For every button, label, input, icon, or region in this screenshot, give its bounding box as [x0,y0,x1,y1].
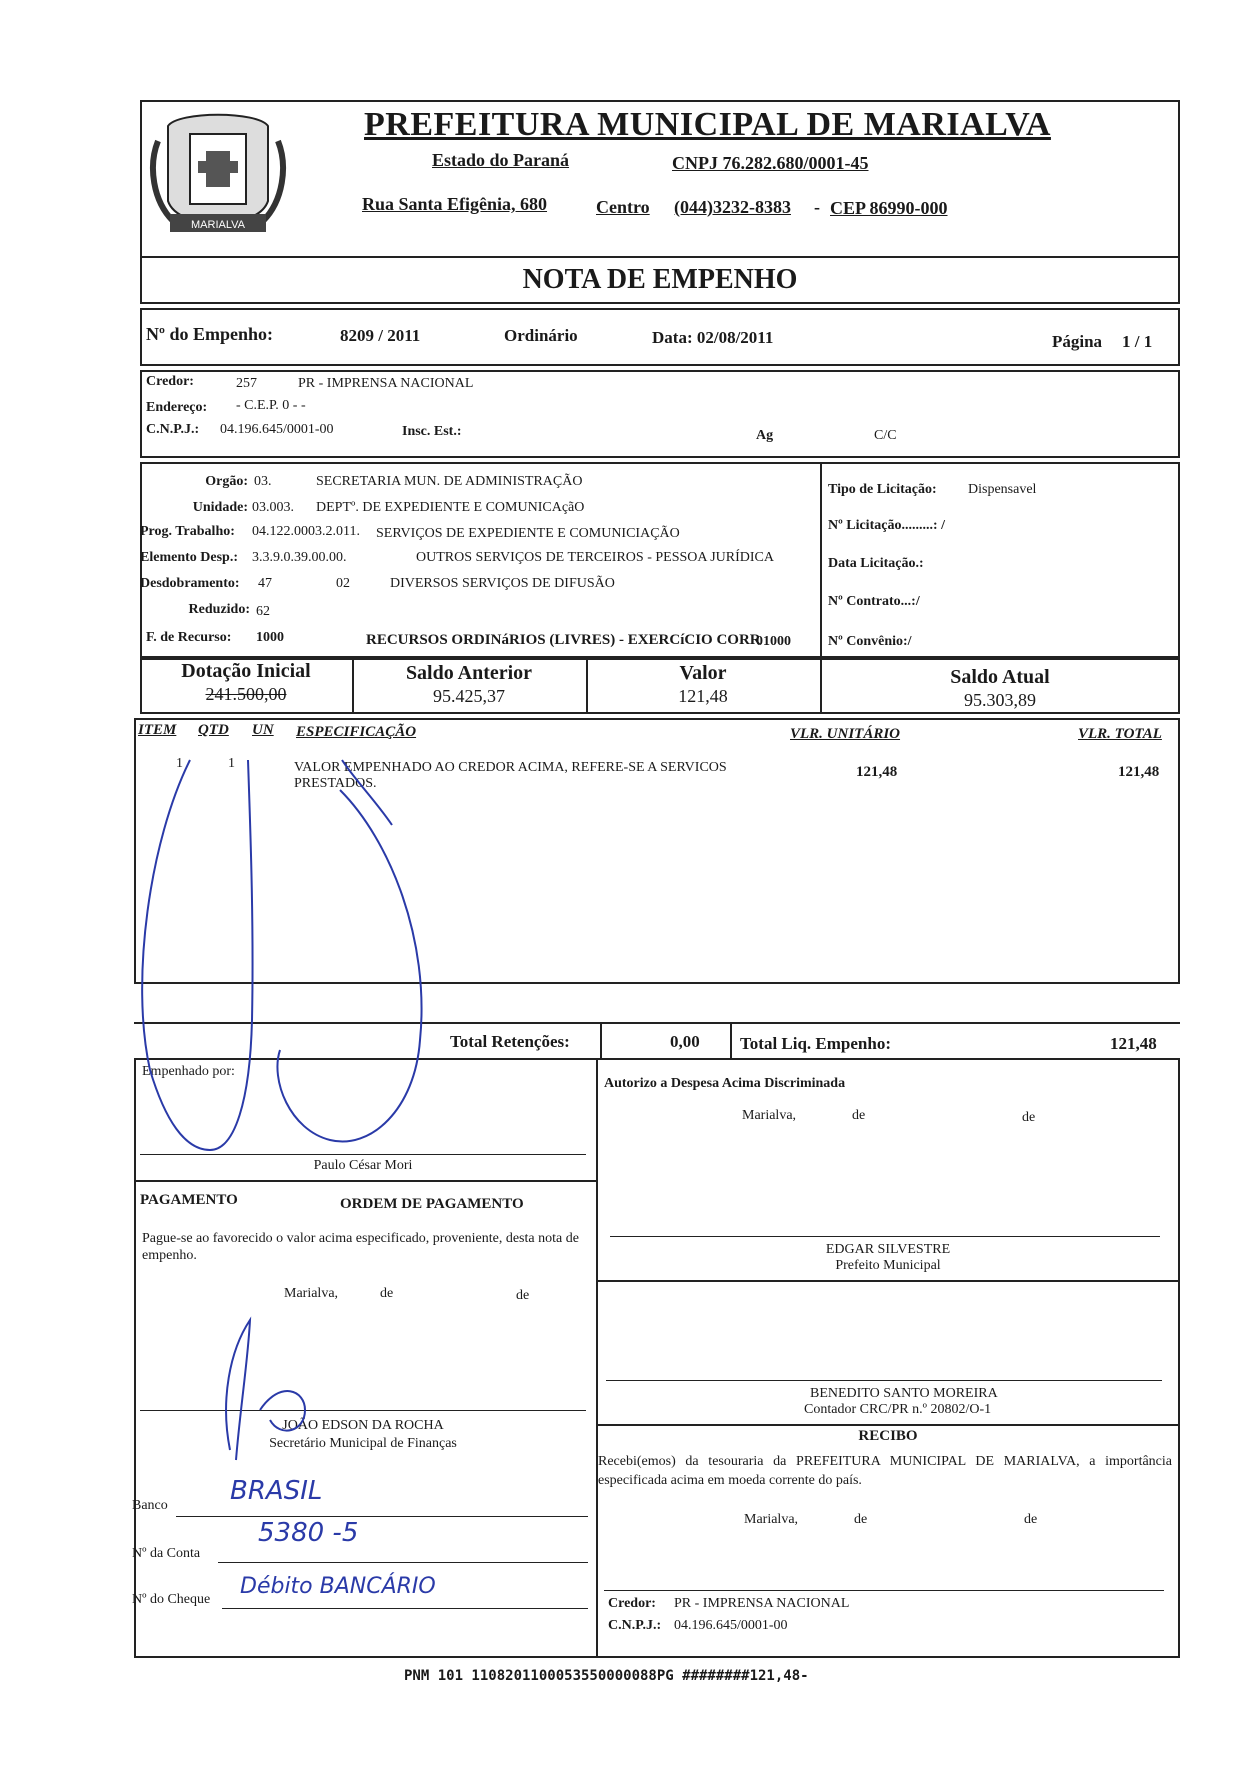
licitacao-tipo-label: Tipo de Licitação: [828,482,937,497]
prefeito-name: EDGAR SILVESTRE [825,1242,951,1257]
licitacao-tipo: Dispensavel [968,482,1037,497]
recibo-top-line [596,1424,1180,1426]
desd-name: DIVERSOS SERVIÇOS DE DIFUSÃO [390,576,615,591]
ret-value: 0,00 [670,1032,700,1051]
col-item: ITEM [138,722,177,738]
banco-value: BRASIL [230,1476,323,1506]
prefeito-bottom-line [596,1280,1180,1282]
col-qtd: QTD [198,722,229,738]
header-cep: CEP 86990-000 [830,198,948,218]
prog-label: Prog. Trabalho: [140,524,235,539]
autorizo-text: Autorizo a Despesa Acima Discriminada [604,1076,846,1091]
credor-code: 257 [236,376,257,391]
recibo-cnpj-label: C.N.P.J.: [608,1618,662,1633]
classification-divider [820,462,822,660]
liq-value: 121,48 [1110,1034,1157,1053]
saldo-atual-label: Saldo Atual [950,666,1050,688]
page-label: Página [1052,332,1103,351]
prefeito-role: Prefeito Municipal [835,1258,941,1273]
unidade-label: Unidade: [192,500,248,515]
municipal-crest-icon [148,106,288,246]
saldo-anterior-label: Saldo Anterior [405,662,533,684]
prog-name: SERVIÇOS DE EXPEDIENTE E COMUNICIAÇÃO [376,526,680,541]
unidade-code: 03.003. [252,500,294,515]
ordem-label: ORDEM DE PAGAMENTO [340,1196,524,1212]
fonte-code: 1000 [256,630,284,645]
autorizo-de2: de [1022,1110,1036,1125]
recibo-cnpj: 04.196.645/0001-00 [674,1618,788,1633]
recibo-de1: de [854,1512,868,1527]
ag-label: Ag [756,428,774,443]
cnpj-label: C.N.P.J.: [146,422,200,437]
empenhado-label: Empenhado por: [142,1064,235,1079]
pague-place: Marialva, [284,1286,339,1301]
valor-value: 121,48 [678,686,728,706]
recibo-credor: PR - IMPRENSA NACIONAL [674,1596,850,1611]
header-title: PREFEITURA MUNICIPAL DE MARIALVA [364,106,1051,143]
cheque-value: Débito BANCÁRIO [240,1574,436,1599]
prog-code: 04.122.0003.2.011. [252,524,360,539]
ret-label: Total Retenções: [450,1032,570,1051]
licitacao-contrato: Nº Contrato...:/ [828,594,920,609]
conta-label: Nº da Conta [132,1546,201,1561]
nota-de-empenho [132,100,1180,1645]
secretario-role: Secretário Municipal de Finanças [269,1436,457,1451]
header-phone: (044)3232-8383 [674,197,791,217]
header-cnpj: CNPJ 76.282.680/0001-45 [672,153,869,173]
recibo-de2: de [1024,1512,1038,1527]
empenho-type: Ordinário [504,326,578,345]
cheque-label: Nº do Cheque [132,1592,211,1607]
totals-divider-2 [730,1022,732,1060]
recibo-credor-label: Credor: [608,1596,656,1611]
row-espec-1: VALOR EMPENHADO AO CREDOR ACIMA, REFERE-SE A SERVICOS [294,760,727,775]
totals-divider-1 [600,1022,602,1060]
desd-code2: 02 [336,576,350,591]
col-vtotal: VLR. TOTAL [1078,726,1162,742]
credor-box [140,370,1180,458]
elem-code: 3.3.9.0.39.00.00. [252,550,347,565]
recibo-text: Recebi(emos) da tesouraria da PREFEITURA MUNICIPAL DE MARIALVA, a importância especificada acima em moeda corrente do país. [598,1454,1172,1488]
pagamento-label: PAGAMENTO [140,1192,238,1208]
orgao-code: 03. [254,474,272,489]
col-vunit: VLR. UNITÁRIO [790,726,901,742]
contador-name: BENEDITO SANTO MOREIRA [810,1386,998,1401]
row-vunit: 121,48 [856,764,898,780]
empenho-date: Data: 02/08/2011 [652,328,774,347]
desd-label: Desdobramento: [140,576,240,591]
pague-text: Pague-se ao favorecido o valor acima especificado, proveniente, desta nota de empenho. [142,1231,579,1263]
licitacao-num: Nº Licitação.........: / [828,518,945,533]
header-dash: - [814,197,820,217]
recibo-sign-line [604,1590,1164,1591]
red-label: Reduzido: [188,602,250,617]
conta-value: 5380 -5 [258,1518,359,1548]
credor-name: PR - IMPRENSA NACIONAL [298,376,474,391]
handwritten-signature-marks [130,720,550,1580]
page-number: 1 / 1 [1122,332,1153,351]
valor-label: Valor [679,662,727,684]
orgao-name: SECRETARIA MUN. DE ADMINISTRAÇÃO [316,474,583,489]
cnpj-value: 04.196.645/0001-00 [220,422,334,437]
secretario-name: JOÃO EDSON DA ROCHA [282,1418,444,1433]
unidade-name: DEPTº. DE EXPEDIENTE E COMUNICAçãO [316,500,585,515]
insc-label: Insc. Est.: [402,424,462,439]
empenhado-name: Paulo César Mori [313,1158,413,1173]
recibo-title: RECIBO [858,1428,918,1444]
elem-name: OUTROS SERVIÇOS DE TERCEIROS - PESSOA JURÍDICA [416,550,775,565]
desd-code1: 47 [258,576,272,591]
prefeito-sign-line [610,1236,1160,1237]
fonte-code2: 01000 [756,634,791,649]
credor-label: Credor: [146,374,194,389]
dotacao-label: Dotação Inicial [181,660,311,682]
licitacao-convenio: Nº Convênio:/ [828,634,912,649]
red-value: 62 [256,604,270,619]
recibo-place: Marialva, [744,1512,799,1527]
fonte-label: F. de Recurso: [146,630,232,645]
contador-sign-line [606,1380,1162,1381]
saldo-anterior-value: 95.425,37 [433,686,505,706]
col-un: UN [252,722,274,738]
cheque-line [222,1608,588,1609]
header-street: Rua Santa Efigênia, 680 [362,194,548,214]
pague-de1: de [380,1286,394,1301]
address-label: Endereço: [146,400,208,415]
col-espec: ESPECIFICAÇÃO [296,724,417,740]
autorizo-de1: de [852,1108,866,1123]
row-vtotal: 121,48 [1118,764,1160,780]
fonte-name: RECURSOS ORDINáRIOS (LIVRES) - EXERCíCIO CORR [366,632,761,648]
doc-title: NOTA DE EMPENHO [522,264,798,295]
address-value: - C.E.P. 0 - - [236,398,306,413]
svg-text:MARIALVA: MARIALVA [191,219,245,231]
header-district: Centro [596,197,650,217]
row-espec-2: PRESTADOS. [294,776,377,791]
row-item: 1 [176,756,183,771]
row-qtd: 1 [228,756,235,771]
signatures-divider [596,1058,598,1658]
cc-label: C/C [874,428,897,443]
contador-role: Contador CRC/PR n.º 20802/O-1 [804,1402,992,1417]
elem-label: Elemento Desp.: [140,550,238,565]
banco-label: Banco [132,1498,168,1513]
liq-label: Total Liq. Empenho: [740,1034,891,1053]
dotacao-value: 241.500,00 [205,684,287,704]
pague-de2: de [516,1288,530,1303]
footer-code: PNM 101 1108201100053550000088PG ########121,48- [404,1668,809,1684]
orgao-label: Orgão: [205,474,248,489]
empenho-label: Nº do Empenho: [146,324,273,344]
empenho-number: 8209 / 2011 [340,326,421,345]
autorizo-place: Marialva, [742,1108,797,1123]
header-state: Estado do Paraná [432,150,570,170]
saldo-atual-value: 95.303,89 [964,690,1036,710]
licitacao-data: Data Licitação.: [828,556,924,571]
